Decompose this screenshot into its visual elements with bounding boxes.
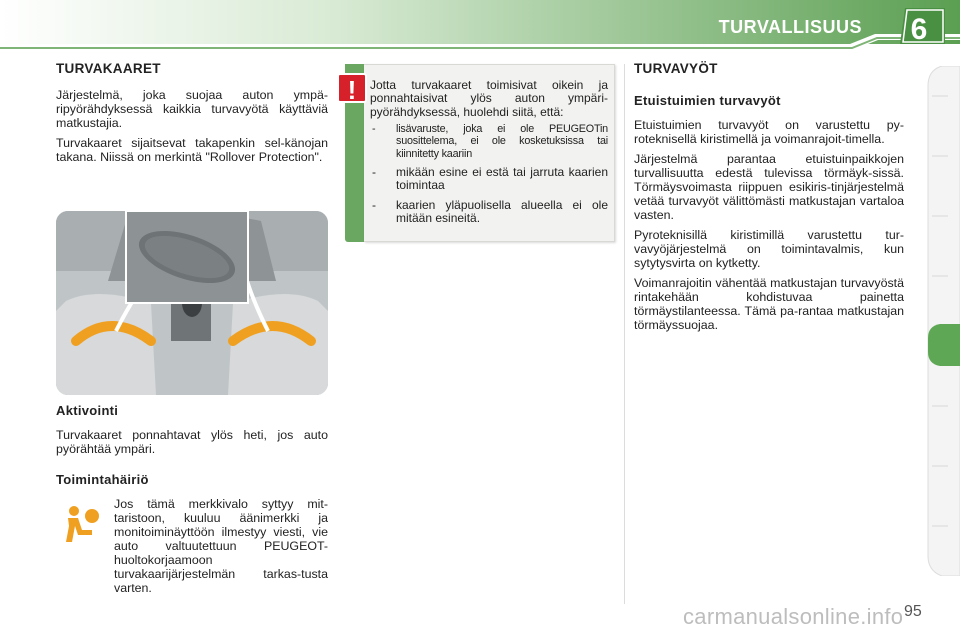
warning-box — [364, 64, 615, 242]
rollbar-intro: Järjestelmä, joka suojaa auton ympä-ripyörähdyksessä kaikkia turvavyötä käyttäviä matkustajia. — [56, 88, 328, 130]
exclamation-icon: ! — [337, 73, 367, 103]
chapter-side-tabs — [926, 66, 960, 576]
section-title: TURVALLISUUS — [718, 17, 862, 37]
fault-heading: Toimintahäiriö — [56, 472, 149, 487]
page-number: 95 — [904, 603, 922, 620]
right-column — [634, 62, 904, 338]
seatbelt-para-2: Järjestelmä parantaa etuistuinpaikkojen turvallisuutta edestä tulevissa törmäyk-sissä. Törmäysvoimasta riippuen esikiris-tinjärjestelmä vetää turvavyöt välittömästi matkustajan vartaloa vasten. — [634, 152, 904, 222]
chapter-number: 6 — [910, 13, 928, 46]
watermark: carmanualsonline.info — [683, 604, 904, 629]
seatbelt-para-3: Pyroteknisillä kiristimillä varustettu tur-vavyöjärjestelmä on toimintavalmis, kun sytytysvirta on kytketty. — [634, 228, 904, 270]
seatbelt-para-1: Etuistuimien turvavyöt on varustettu py-roteknisellä kiristimellä ja voimanrajoit-timella. — [634, 118, 904, 146]
warning-intro: Jotta turvakaaret toimisivat oikein ja ponnahtaisivat ylös auton ympäri-pyörähdyksessä, huolehdi siitä, että: — [370, 78, 608, 119]
front-seatbelt-subheading: Etuistuimien turvavyöt — [634, 93, 781, 108]
column-divider — [624, 64, 625, 604]
rollbar-heading: TURVAKAARET — [56, 61, 161, 76]
list-item: - lisävaruste, joka ei ole PEUGEOTin suosittelema, ei ole kosketuksissa tai kiinnitetty kaariin — [372, 122, 608, 160]
rollbar-photo — [56, 211, 328, 395]
list-item: - kaarien yläpuolisella alueella ei ole mitään esineitä. — [372, 197, 608, 225]
fault-text-block — [114, 497, 328, 601]
left-column — [56, 62, 328, 170]
fault-text: Jos tämä merkkivalo syttyy mit-taristoon, kuuluu äänimerkki ja monitoiminäyttöön ilmestyy viesti, vie auto valtuutettuun PEUGEOT-huoltokorjaamoon turvakaarijärjestelmän tarkas-tusta varten. — [114, 497, 328, 595]
seatbelt-para-4: Voimanrajoitin vähentää matkustajan turvavyöstä rintakehään kohdistuvaa painetta törmäystilanteessa. Tämä pa-rantaa matkustajan törmäyssuojaa. — [634, 276, 904, 332]
warning-list — [370, 123, 608, 225]
list-item: - mikään esine ei estä tai jarruta kaarien toimintaa — [372, 165, 608, 193]
airbag-warning-icon — [62, 504, 102, 544]
page-header — [0, 0, 960, 56]
activation-section — [56, 404, 328, 462]
seatbelt-heading: TURVAVYÖT — [634, 61, 718, 76]
activation-text: Turvakaaret ponnahtavat ylös heti, jos auto pyörähtää ympäri. — [56, 428, 328, 456]
rollbar-location: Turvakaaret sijaitsevat takapenkin sel-känojan takana. Niissä on merkintä "Rollover Protection". — [56, 136, 328, 164]
activation-heading: Aktivointi — [56, 403, 119, 418]
fault-section — [56, 473, 328, 487]
